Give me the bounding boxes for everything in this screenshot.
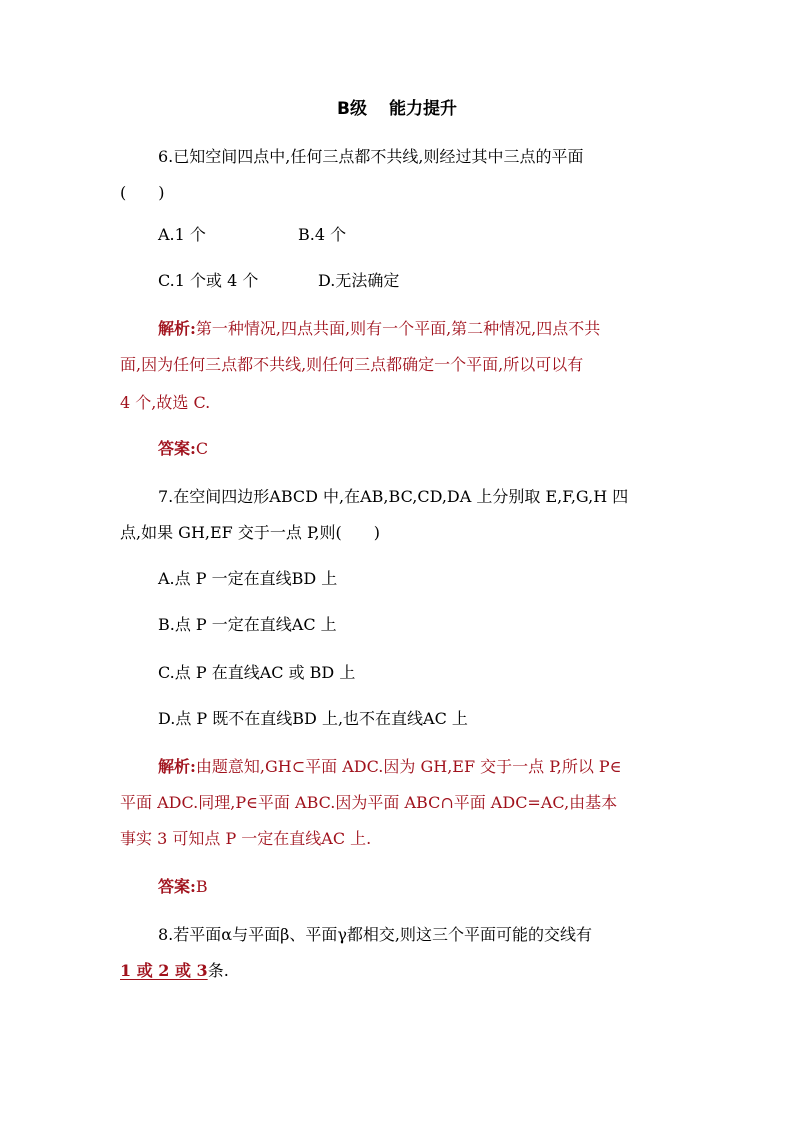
q6-answer-value: C — [195, 439, 209, 458]
q8-stem-line2 — [120, 960, 680, 982]
q6-stem-line2: ( ) — [120, 183, 165, 202]
q8-stem-line1: 8.若平面α与平面β、平面γ都相交,则这三个平面可能的交线有 — [158, 925, 592, 944]
section-title-name: 能力提升 — [388, 99, 457, 119]
q6-option-d: D.无法确定 — [318, 271, 400, 290]
section-title-level: B级 — [337, 99, 367, 119]
q8-stem-tail: 条. — [207, 961, 229, 980]
q6-analysis-label: 解析: — [158, 319, 196, 338]
q7-answer — [158, 876, 718, 898]
q6-analysis-text1: 第一种情况,四点共面,则有一个平面,第二种情况,四点不共 — [195, 319, 601, 338]
q7-answer-label: 答案: — [158, 877, 196, 896]
q7-analysis-line1 — [158, 756, 718, 778]
q7-analysis-label: 解析: — [158, 757, 196, 776]
q7-analysis-text1: 由题意知,GH⊂平面 ADC.因为 GH,EF 交于一点 P,所以 P∈ — [195, 757, 622, 776]
q7-analysis-line3: 事实 3 可知点 P 一定在直线AC 上. — [120, 829, 372, 848]
q7-option-c: C.点 P 在直线AC 或 BD 上 — [158, 663, 356, 682]
q7-option-a: A.点 P 一定在直线BD 上 — [158, 569, 338, 588]
q7-analysis-line2: 平面 ADC.同理,P∈平面 ABC.因为平面 ABC∩平面 ADC=AC,由基本 — [120, 793, 618, 812]
q7-option-d: D.点 P 既不在直线BD 上,也不在直线AC 上 — [158, 709, 468, 728]
q6-analysis-line1 — [158, 318, 718, 340]
q6-answer-label: 答案: — [158, 439, 196, 458]
q8-blank-answer: 1 或 2 或 3 — [120, 961, 208, 980]
q6-option-b: B.4 个 — [298, 225, 347, 244]
q6-analysis-line2: 面,因为任何三点都不共线,则任何三点都确定一个平面,所以可以有 — [120, 355, 584, 374]
q6-answer — [158, 438, 718, 460]
q7-stem-line2: 点,如果 GH,EF 交于一点 P,则( ) — [120, 523, 381, 542]
q6-stem-line1: 6.已知空间四点中,任何三点都不共线,则经过其中三点的平面 — [158, 147, 584, 166]
section-title — [0, 98, 794, 120]
q6-option-c: C.1 个或 4 个 — [158, 271, 259, 290]
q7-answer-value: B — [195, 877, 208, 896]
q6-option-a: A.1 个 — [158, 225, 206, 244]
q7-option-b: B.点 P 一定在直线AC 上 — [158, 615, 337, 634]
q7-stem-line1: 7.在空间四边形ABCD 中,在AB,BC,CD,DA 上分别取 E,F,G,H 四 — [158, 487, 629, 506]
q6-analysis-line3: 4 个,故选 C. — [120, 393, 211, 412]
